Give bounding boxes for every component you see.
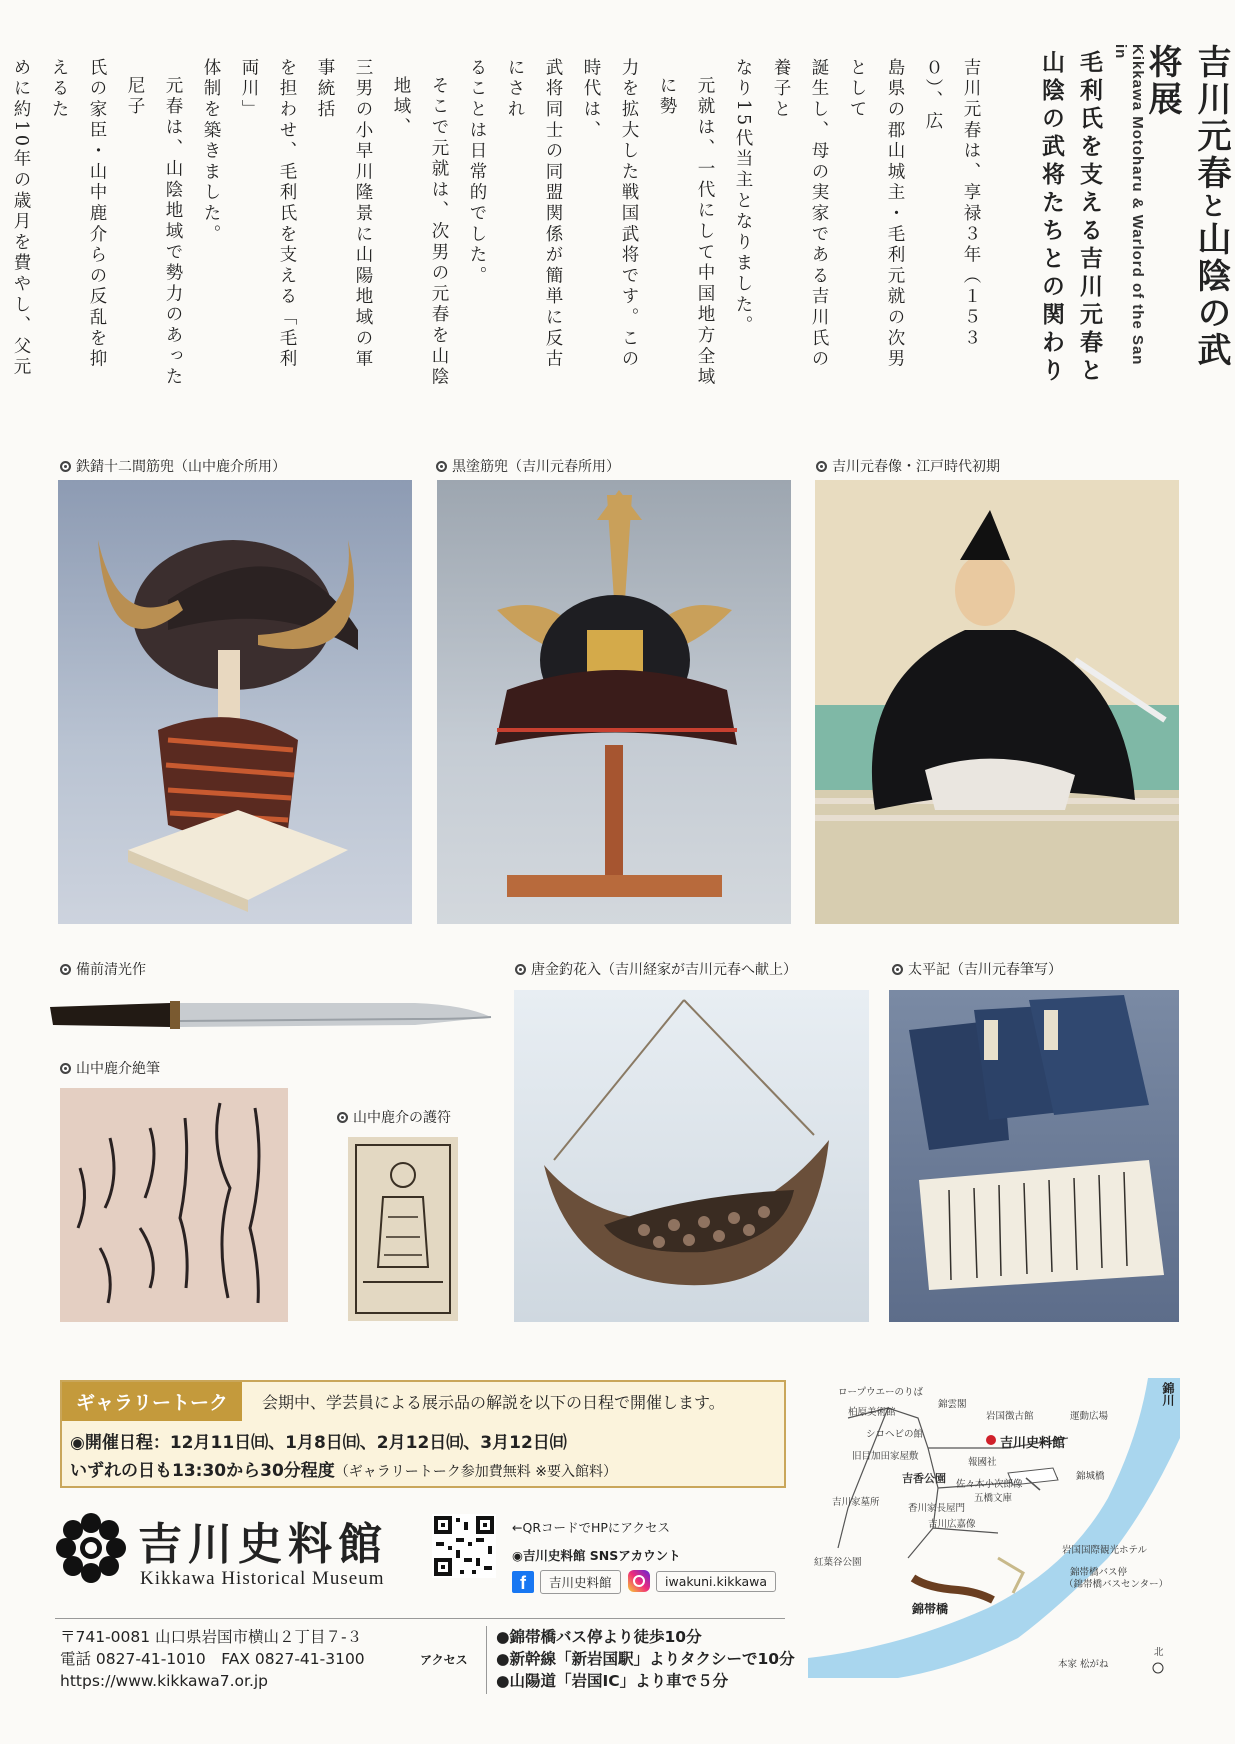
gallery-note: （ギャラリートーク参加費無料 ※要入館料） <box>334 1464 617 1480</box>
helmet-photo-1 <box>58 480 412 924</box>
instagram-icon <box>628 1570 650 1592</box>
qr-note: ←QRコードでHPにアクセス <box>512 1520 671 1535</box>
body-line: そこで元就は、次男の元春を山陰地域、 <box>391 76 449 388</box>
body-line: ることは日常的でした。 <box>467 58 487 287</box>
access-divider <box>486 1626 487 1694</box>
map-label: 運動広場 <box>1070 1411 1109 1422</box>
postal-address: 〒741-0081 山口県岩国市横山２丁目７-３ <box>60 1628 363 1646</box>
vase-photo <box>514 990 869 1322</box>
portrait-painting <box>815 480 1179 924</box>
map-label: 吉川家墓所 <box>832 1497 880 1508</box>
access-item: ●新幹線「新岩国駅」よりタクシーで10分 <box>496 1650 795 1668</box>
bullet-icon <box>515 964 526 975</box>
title-part-b: と <box>1196 192 1226 221</box>
caption-taiheiki: 太平記（吉川元春筆写） <box>892 959 1062 979</box>
map-label: シロヘビの館 <box>866 1429 924 1440</box>
bullet-icon <box>892 964 903 975</box>
museum-name-en: Kikkawa Historical Museum <box>140 1568 385 1589</box>
map-label: 岩国徴古館 <box>986 1411 1034 1422</box>
body-line: 島県の郡山城主・毛利元就の次男として <box>847 58 905 370</box>
map-label: ロープウエーのりば <box>838 1387 924 1398</box>
map-label: 吉川広嘉像 <box>928 1519 976 1530</box>
gallery-talk-tag: ギャラリートーク <box>62 1382 242 1421</box>
map-label: 五橋文庫 <box>974 1493 1013 1504</box>
letter-image <box>60 1088 288 1322</box>
gallery-schedule: ◉開催日程：12月11日㈰、1月8日㈰、2月12日㈰、3月12日㈰ <box>70 1433 567 1453</box>
map-label: 紅葉谷公園 <box>814 1557 862 1568</box>
caption-portrait: 吉川元春像・江戸時代初期 <box>816 456 1000 476</box>
map-label: 錦帯橋バス停 <box>1070 1567 1128 1578</box>
map-label: 香川家長屋門 <box>908 1503 966 1514</box>
gallery-talk-desc: 会期中、学芸員による展示品の解説を以下の日程で開催します。 <box>262 1393 725 1412</box>
caption-letter: 山中鹿介絶筆 <box>60 1058 160 1078</box>
body-line: 元春は、山陰地域で勢力のあった尼子 <box>125 76 183 388</box>
map-label: 佐々木小次郎像 <box>956 1479 1023 1490</box>
body-line: 武将同士の同盟関係が簡単に反古にされ <box>505 58 563 370</box>
title-part-c: 山陰の武将展 <box>1142 44 1231 369</box>
gallery-talk-box <box>60 1380 786 1488</box>
access-map[interactable] <box>808 1378 1180 1678</box>
map-label: 錦城橋 <box>1076 1471 1105 1482</box>
subtitle-line-1: 毛利氏を支える吉川元春と <box>1076 50 1103 386</box>
bullet-icon <box>60 461 71 472</box>
access-item: ●錦帯橋バス停より徒歩10分 <box>496 1628 702 1646</box>
map-label: 錦雲閣 <box>938 1399 967 1410</box>
body-line: を担わせ、毛利氏を支える「毛利両川」 <box>239 58 297 370</box>
map-museum-label: 吉川史料館 <box>1000 1436 1066 1451</box>
footer-divider <box>55 1618 785 1619</box>
sns-label: ◉吉川史料館 SNSアカウント <box>512 1548 681 1563</box>
instagram-link[interactable] <box>628 1570 776 1592</box>
qr-code[interactable] <box>432 1514 496 1578</box>
bullet-icon <box>60 964 71 975</box>
museum-logo-icon <box>55 1512 127 1584</box>
helmet-photo-2 <box>437 480 791 924</box>
bullet-icon <box>337 1112 348 1123</box>
sword-image <box>45 995 493 1035</box>
map-label: 吉香公園 <box>902 1472 946 1485</box>
body-line: なり15代当主となりました。 <box>733 58 753 337</box>
contact-info <box>60 1626 365 1692</box>
facebook-icon: f <box>512 1571 534 1593</box>
caption-helmet-1: 鉄錆十二間筋兜（山中鹿介所用） <box>60 456 286 476</box>
access-list <box>496 1626 795 1692</box>
body-line: 氏の家臣・山中鹿介らの反乱を抑えるた <box>49 58 107 370</box>
bullet-icon <box>436 461 447 472</box>
caption-helmet-2: 黒塗筋兜（吉川元春所用） <box>436 456 620 476</box>
body-line: 吉川元春は、享禄３年（１５３０）、広 <box>923 58 981 350</box>
subtitle-line-2: 山陰の武将たちとの関わり <box>1038 50 1065 386</box>
gallery-time: いずれの日も13:30から30分程度 <box>70 1461 335 1481</box>
map-north-label: 北 <box>1154 1647 1164 1658</box>
body-line: めに約10年の歳月を費やし、父元 <box>11 58 31 379</box>
title-part-a: 吉川元春 <box>1191 44 1231 192</box>
body-line: 元就は、一代にして中国地方全域に勢 <box>657 76 715 388</box>
map-label: 本家 松がね <box>1058 1659 1109 1670</box>
map-bridge-label: 錦帯橋 <box>912 1602 949 1616</box>
phone-fax: 電話 0827-41-1010 FAX 0827-41-3100 <box>60 1650 365 1668</box>
caption-sword: 備前清光作 <box>60 959 146 979</box>
map-label: 報國社 <box>968 1457 997 1468</box>
caption-vase: 唐金釣花入（吉川経家が吉川元春へ献上） <box>515 959 797 979</box>
facebook-name: 吉川史料館 <box>540 1570 621 1594</box>
bullet-icon <box>816 461 827 472</box>
body-line: 体制を築きました。 <box>201 58 221 246</box>
map-label: （錦帯橋バスセンター） <box>1064 1579 1169 1590</box>
body-line: 誕生し、母の実家である吉川氏の養子と <box>771 58 829 370</box>
bullet-icon <box>60 1063 71 1074</box>
access-label: アクセス <box>420 1653 468 1667</box>
map-label: 旧目加田家屋敷 <box>852 1451 919 1462</box>
gallery-time-row <box>70 1456 617 1481</box>
exhibition-title <box>1138 44 1235 374</box>
caption-talisman: 山中鹿介の護符 <box>337 1107 451 1127</box>
body-line: 三男の小早川隆景に山陽地域の軍事統括 <box>315 58 373 370</box>
exhibition-subtitle <box>1032 50 1108 390</box>
website-url[interactable]: https://www.kikkawa7.or.jp <box>60 1672 269 1690</box>
instagram-name: iwakuni.kikkawa <box>656 1571 776 1592</box>
intro-text <box>11 58 990 388</box>
map-river-label: 錦川 <box>1161 1382 1175 1406</box>
body-line: 力を拡大した戦国武将です。この時代は、 <box>581 58 639 370</box>
taiheiki-photo <box>889 990 1179 1322</box>
exhibition-title-en: Kikkawa Motoharu & Warlord of the San in <box>1112 44 1146 366</box>
map-label: 柏原美術館 <box>848 1407 896 1418</box>
facebook-link[interactable] <box>512 1570 621 1594</box>
talisman-image <box>348 1137 458 1321</box>
map-label: 岩国国際観光ホテル <box>1062 1545 1148 1556</box>
museum-name: 吉川史料館 <box>138 1519 388 1570</box>
access-item: ●山陽道「岩国IC」より車で５分 <box>496 1672 729 1690</box>
